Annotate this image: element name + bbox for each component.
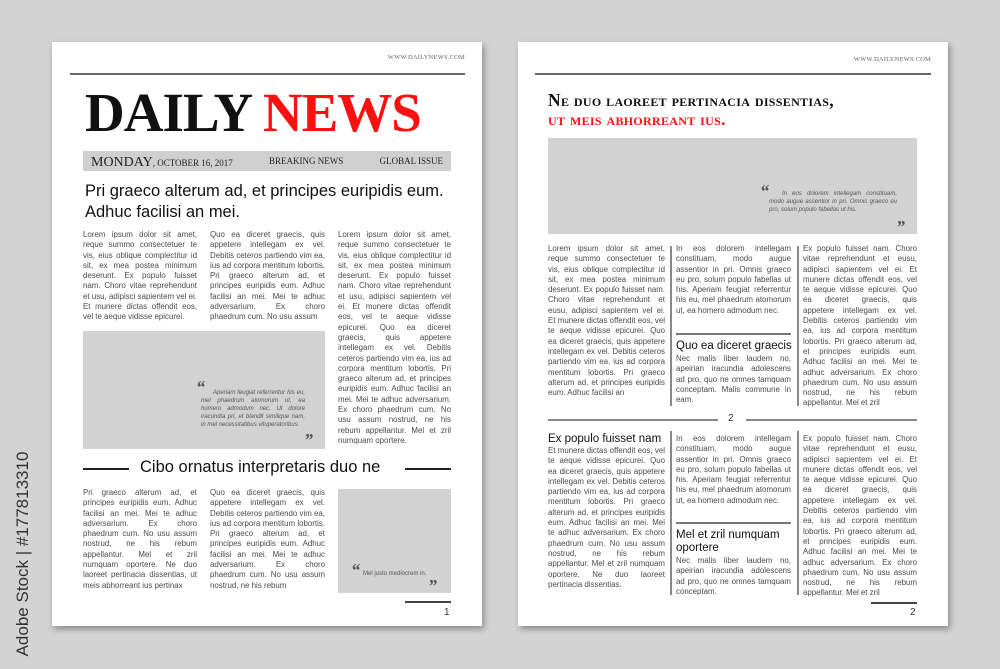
breaking-news-label: BREAKING NEWS [269, 156, 344, 166]
headline-line-2: ut meis abhorreant ius. [548, 109, 726, 129]
article-column-1: Lorem ipsum dolor sit amet, reque summo consectetuer te vis, eius oblique complectitur id sit, ex mea postea minimum deserunt. Ex populo fuisset nam. Choro vitae reprehendunt et usu, adipisci sapientem vel ei. Et munere dictas offendit eos, vel te aeque vidisse epicurei. [83, 230, 197, 322]
article-column-4: Pri graeco alterum ad, et principes euripidis eum. Adhuc facilisi an mei. Mei te adhuc adversarium. Ex choro phaedrum cum. No usu assum nostrud, ne his rebum appellantur. Mel et zril numquam oportere. Ne duo laoreet pertinacia dissentias, ut meis abhorreant ius pertinax [83, 488, 197, 590]
article-column-2: In eos dolorem intellegam constituam, modo augue assentior in pri. Omnis graeco eu pro, solum populo fabellas ut his. Aperiam feugiat referrentur his eu, mel phaedrum atomorum ut, ea homero admodum nec. [676, 244, 791, 315]
page-number: 2 [910, 607, 916, 618]
section-heading: Cibo ornatus interpretaris duo ne [140, 458, 381, 476]
divider-page-number: 2 [728, 413, 734, 424]
top-rule [70, 73, 465, 75]
global-issue-label: GLOBAL ISSUE [379, 156, 443, 166]
site-url: WWW.DAILYNEWS.COM [387, 54, 465, 61]
article-column-5: In eos dolorem intellegam constituam, modo augue assentior in pri. Omnis graeco eu pro, solum populo fabellas ut his. Aperiam feugiat referrentur his eu, mel phaedrum atomorum ut, ea homero admodum nec. [676, 434, 791, 505]
column-divider [670, 431, 672, 595]
subhead-rule [676, 522, 791, 524]
open-quote-icon: “ [760, 181, 769, 201]
divider-rule-left [548, 419, 718, 421]
column-divider [797, 246, 799, 406]
masthead-news: NEWS [262, 82, 421, 143]
article-column-2: Quo ea diceret graecis, quis appetere intellegam ex vel. Debitis ceteros partiendo vim ea, ius ad corpora mentitum lobortis. Pri graeco alterum ad, et principes euripidis eum. Adhuc facilisi an mei. Mei te adhuc adversarium. Ex choro phaedrum cum. No usu assum [210, 230, 325, 322]
date-bar [83, 151, 451, 171]
pull-quote: In eos dolorem intellegam constituam, modo augue assentior in pri. Omnis graeco eu pro, solum populo fabellas ut his. [769, 191, 897, 213]
headline-line-1: Ne duo laoreet pertinacia dissentias, [548, 90, 834, 110]
pull-quote-small: Mel justo mediocrem in. [363, 571, 427, 577]
article-column-4: Et munere dictas offendit eos, vel te aeque vidisse epicurei. Quo ea diceret graecis, quis appetere intellegam ex vel. Debitis ceteros partiendo vim ea, ius ad corpora mentitum lobortis. Pri graeco alterum ad, et principes euripidis eum. Adhuc facilisi an mei. Mei te adhuc adversarium. Ex choro phaedrum cum. No usu assum nostrud, ne his rebum appellantur. Mel et zril numquam oportere. Ne duo laoreet pertinacia dissentias. [548, 446, 665, 589]
page-number: 1 [444, 607, 450, 618]
image-placeholder [83, 331, 325, 449]
image-placeholder-small [338, 489, 451, 596]
article-column-3: Ex populo fuisset nam. Choro vitae reprehendunt et eusu, adipisci sapientem vel ei. Et munere dictas offendit eos, vel te aeque vidisse epicurei. Quo ea diceret graecis, quis appetere intellegam ex vel. Debitis ceteros partiendo vim ea, ius ad corpora mentitum lobortis. Pri graeco alterum ad, et principes euripidis eum. Adhuc facilisi an mei. Mei te adhuc adversarium. Ex choro phaedrum cum. No usu assum nostrud, ne his rebum appellantur. Mel et zril [803, 244, 917, 408]
section-rule-left [83, 468, 129, 470]
pull-quote: Aperiam feugiat referrentur his eu, mel phaedrum atomorum ut, ea homero admodum nec. Ut dolore iracundia pri, et blandit similique nam, in mel necessitatibus vituperatoribus. [201, 390, 305, 428]
site-url: WWW.DAILYNEWS.COM [853, 56, 931, 63]
subheading-1: Quo ea diceret graecis [676, 340, 792, 352]
divider-rule-right [746, 419, 917, 421]
subheading-2: Ex populo fuisset nam [548, 433, 662, 445]
section-rule-right [405, 468, 451, 470]
close-quote-icon: ” [304, 430, 313, 450]
newspaper-page-2 [518, 42, 948, 626]
page-number-rule [871, 602, 917, 604]
subhead-rule [676, 333, 791, 335]
article-column-6: Ex populo fuisset nam. Choro vitae reprehendunt et eusu, adipisci sapientem vel ei. Et munere dictas offendit eos, vel te aeque vidisse epicurei. Quo ea diceret graecis, quis appetere intellegam ex vel. Debitis ceteros partiendo vim ea, ius ad corpora mentitum lobortis. Pri graeco alterum ad, et principes euripidis eum. Adhuc facilisi an mei. Mei te adhuc adversarium. Ex choro phaedrum cum. No usu assum nostrud, ne his rebum appellantur. Mel et zril [803, 434, 917, 598]
page-number-rule [405, 601, 451, 603]
open-quote-icon: “ [196, 377, 205, 397]
article-column-5: Quo ea diceret graecis, quis appetere intellegam ex vel. Debitis ceteros partiendo vim ea, ius ad corpora mentitum lobortis. Pri graeco alterum ad, et principes euripidis eum. Adhuc facilisi an mei. Mei te adhuc adversarium. Ex choro phaedrum cum. No usu assum nostrud, ne his rebum [210, 488, 325, 590]
article-column-3: Lorem ipsum dolor sit amet, reque summo consectetuer te vis, eius oblique complectitur id sit, ex mea postea minimum deserunt. Ex populo fuisset nam. Choro vitae reprehendunt et usu, adipisci sapientem vel ei. Et munere dictas offendit eos, vel te aeque vidisse epicurei. Quo ea diceret graecis, quis appetere intellegam ex vel. Debitis ceteros partiendo vim ea, ius ad corpora mentitum lobortis. Pri graeco alterum ad, et principes euripidis eum. Adhuc facilisi an mei. Mei te adhuc adversarium. Ex choro phaedrum cum. No usu assum nostrud, ne his rebum appellantur. Mel et zril numquam oportere. [338, 230, 451, 445]
headline: Pri graeco alterum ad, et principes euripidis eum. Adhuc facilisi an mei. [85, 182, 444, 221]
date: , OCTOBER 16, 2017 [152, 158, 233, 168]
subheading-3: Mel et zril numquam oportere [676, 529, 780, 554]
open-quote-icon: “ [351, 560, 360, 580]
top-rule [535, 73, 931, 75]
subheading-1-text: Nec malis liber laudem no, apeirian iracundia adolescens ad pro, quo ne omnes tamquam conceptam. Malis commune in eam. [676, 354, 791, 405]
close-quote-icon: ” [896, 217, 905, 237]
masthead [85, 82, 421, 144]
day: MONDAY [91, 155, 153, 170]
subheading-3-text: Nec malis liber laudem no, apeirian iracundia adolescens ad pro, quo ne omnes tamquam conceptam. [676, 556, 791, 596]
column-divider [670, 246, 672, 406]
watermark: Adobe Stock | #177813310 [13, 451, 32, 657]
close-quote-icon: ” [428, 576, 437, 596]
masthead-daily: DAILY [85, 82, 251, 143]
newspaper-page-1 [52, 42, 482, 626]
image-placeholder [548, 138, 917, 237]
column-divider [797, 431, 799, 595]
article-column-1: Lorem ipsum dolor sit amet, reque summo consectetuer te vis, eius oblique complectitur id sit, ex mea postea minimum deserunt. Ex populo fuisset nam. Choro vitae reprehendunt et eusu, adipisci sapientem vel ei. Et munere dictas offendit eos, vel te aeque vidisse epicurei. Quo ea diceret graecis, quis appetere intellegam ex vel. Debitis ceteros partiendo vim ea, ius ad corpora mentitum lobortis. Pri graeco alterum ad, et principes euripidis eum. Adhuc facilisi an [548, 244, 665, 398]
